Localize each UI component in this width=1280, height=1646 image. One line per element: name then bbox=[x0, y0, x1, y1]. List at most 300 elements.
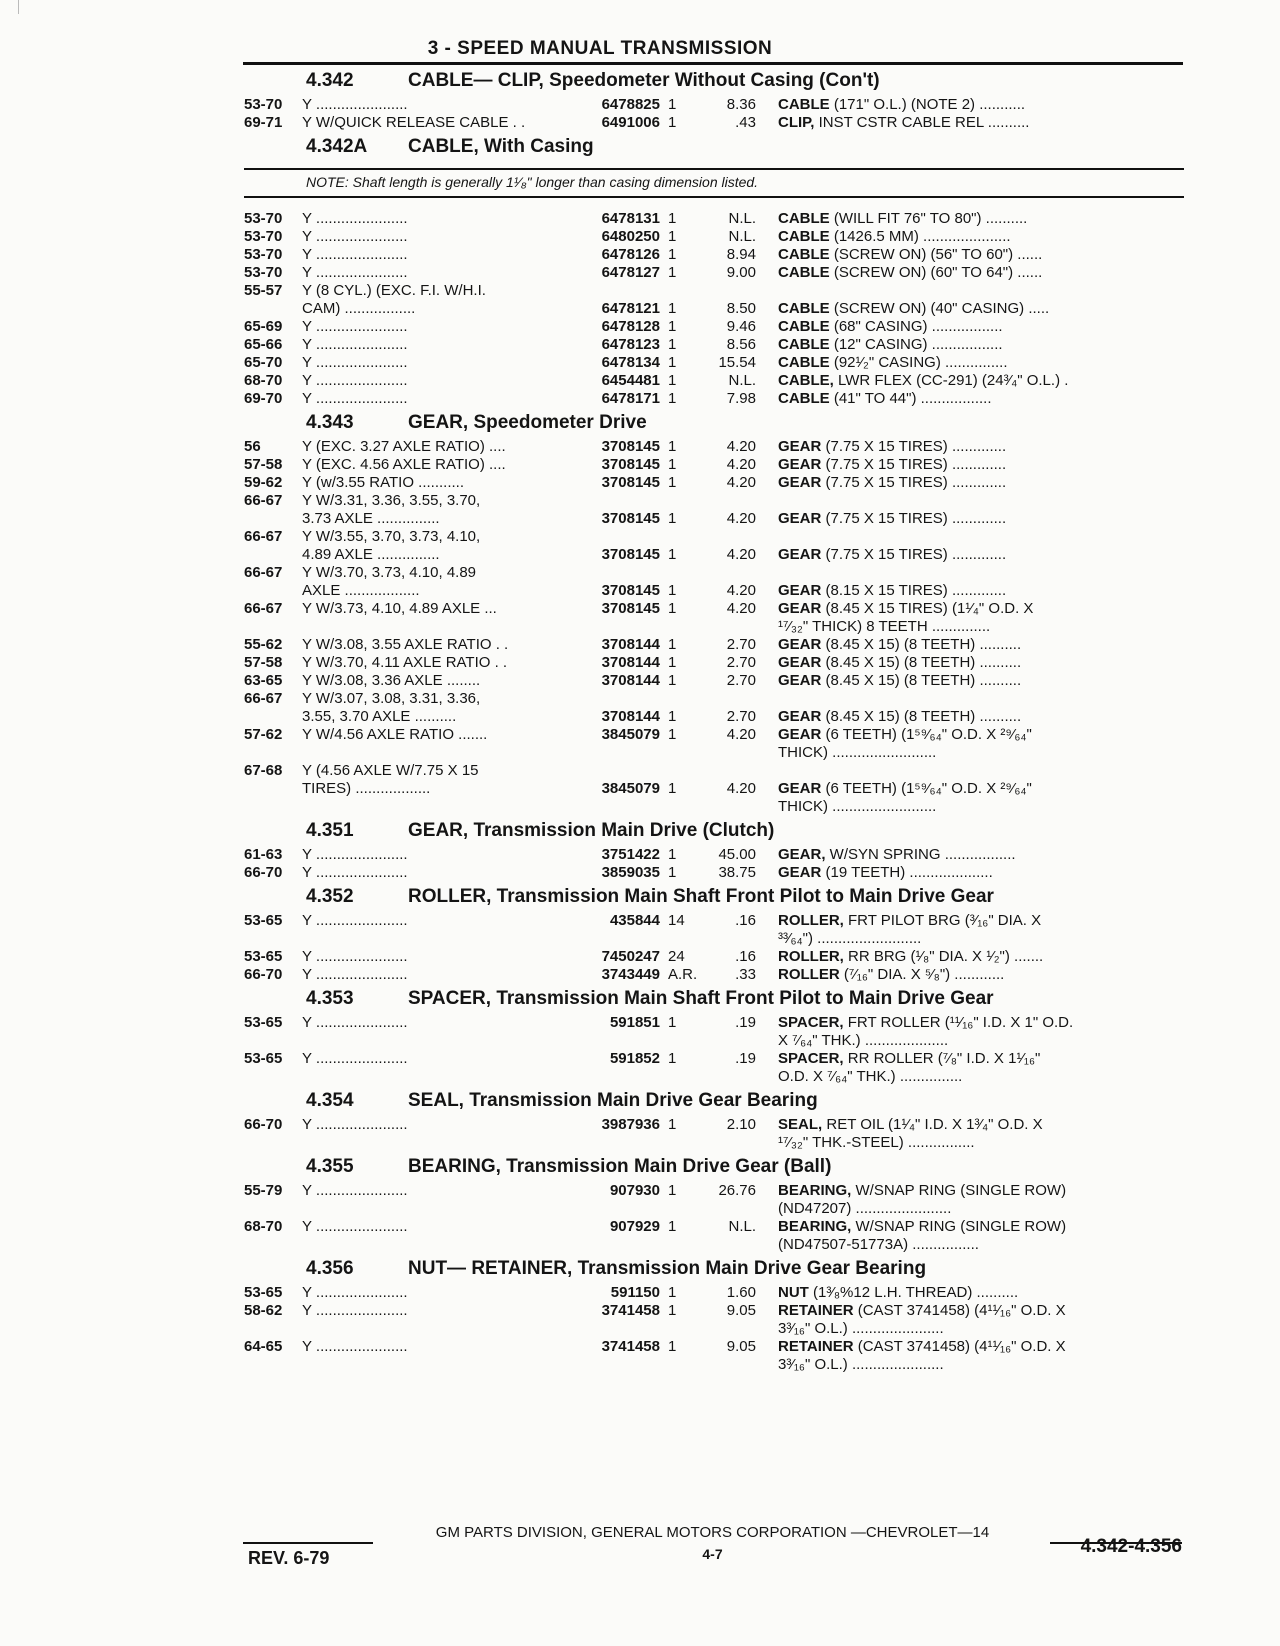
price bbox=[696, 528, 756, 546]
part-detail: X ⁷⁄₆₄" THK.) .................... bbox=[778, 1032, 949, 1049]
price: N.L. bbox=[728, 228, 756, 245]
price bbox=[696, 564, 756, 582]
part-detail: (SCREW ON) (60" TO 64") ...... bbox=[829, 264, 1043, 281]
quantity bbox=[660, 690, 696, 708]
part-description bbox=[756, 1284, 1138, 1302]
part-number: 7450247 bbox=[601, 948, 660, 965]
price: .19 bbox=[735, 1014, 756, 1031]
part-description bbox=[756, 726, 1138, 744]
price: .16 bbox=[735, 948, 756, 965]
price: 1.60 bbox=[726, 1284, 756, 1301]
price bbox=[696, 690, 756, 708]
part-number bbox=[582, 1032, 660, 1050]
section-title: SEAL, Transmission Main Drive Gear Bearing bbox=[408, 1090, 818, 1111]
quantity: 1 bbox=[668, 1302, 677, 1319]
parts-row bbox=[244, 1068, 1184, 1086]
price: 4.20 bbox=[726, 474, 756, 491]
price bbox=[696, 1320, 756, 1338]
price: 15.54 bbox=[718, 354, 756, 371]
quantity bbox=[660, 1236, 696, 1254]
section-title: CABLE, With Casing bbox=[408, 136, 594, 157]
parts-row bbox=[244, 300, 1184, 318]
quantity bbox=[660, 762, 696, 780]
application-description: Y ...................... bbox=[302, 372, 408, 389]
application-description: TIRES) .................. bbox=[302, 780, 431, 797]
part-description bbox=[756, 912, 1138, 930]
parts-row bbox=[244, 528, 1184, 546]
part-detail: (19 TEETH) .................... bbox=[821, 864, 993, 881]
price: 9.00 bbox=[726, 264, 756, 281]
part-number: 3708145 bbox=[601, 438, 660, 455]
model-years bbox=[244, 1236, 302, 1254]
quantity: 1 bbox=[668, 372, 677, 389]
part-number: 3741458 bbox=[601, 1302, 660, 1319]
quantity: 1 bbox=[668, 846, 677, 863]
part-number: 3845079 bbox=[601, 726, 660, 743]
quantity: 1 bbox=[668, 1116, 677, 1133]
model-years: 65-69 bbox=[244, 318, 283, 335]
part-number: 3743449 bbox=[601, 966, 660, 983]
page-title: 3 - SPEED MANUAL TRANSMISSION bbox=[427, 38, 773, 59]
part-detail: W/SNAP RING (SINGLE ROW) bbox=[851, 1182, 1067, 1199]
part-description bbox=[756, 1320, 1138, 1338]
parts-row bbox=[244, 966, 1184, 984]
part-detail: ¹⁷⁄₃₂" THK.-STEEL) ................ bbox=[778, 1134, 975, 1151]
quantity: 24 bbox=[668, 948, 685, 965]
part-detail: FRT PILOT BRG (³⁄₁₆" DIA. X bbox=[843, 912, 1042, 929]
quantity bbox=[660, 798, 696, 816]
footer-publisher: GM PARTS DIVISION, GENERAL MOTORS CORPORATION —CHEVROLET—14 bbox=[435, 1524, 990, 1541]
application-description bbox=[302, 1068, 582, 1086]
application-description: Y ...................... bbox=[302, 1014, 408, 1031]
part-number: 6478121 bbox=[601, 300, 660, 317]
quantity: 1 bbox=[668, 582, 677, 599]
part-detail: (8.45 X 15) (8 TEETH) .......... bbox=[821, 708, 1022, 725]
part-detail: THICK) ......................... bbox=[778, 798, 937, 815]
application-description: Y ...................... bbox=[302, 390, 408, 407]
quantity: 1 bbox=[668, 654, 677, 671]
part-number bbox=[582, 492, 660, 510]
part-name: CLIP, bbox=[778, 114, 815, 131]
part-number bbox=[582, 618, 660, 636]
section-number: 4.356 bbox=[306, 1258, 354, 1279]
model-years: 68-70 bbox=[244, 372, 283, 389]
part-number bbox=[582, 1068, 660, 1086]
model-years: 53-70 bbox=[244, 96, 283, 113]
parts-row bbox=[244, 1134, 1184, 1152]
parts-row bbox=[244, 930, 1184, 948]
parts-row bbox=[244, 114, 1184, 132]
part-description bbox=[756, 762, 1138, 780]
quantity: 1 bbox=[668, 1218, 677, 1235]
part-number: 3859035 bbox=[601, 864, 660, 881]
section-title: GEAR, Transmission Main Drive (Clutch) bbox=[408, 820, 775, 841]
quantity: 1 bbox=[668, 354, 677, 371]
price: 4.20 bbox=[726, 600, 756, 617]
application-description: Y W/3.07, 3.08, 3.31, 3.36, bbox=[302, 690, 481, 707]
part-name: CABLE bbox=[778, 264, 830, 281]
part-description bbox=[756, 354, 1138, 372]
part-name: NUT bbox=[778, 1284, 809, 1301]
application-description: Y ...................... bbox=[302, 966, 408, 983]
part-description bbox=[756, 456, 1138, 474]
application-description: Y ...................... bbox=[302, 912, 408, 929]
parts-row bbox=[244, 690, 1184, 708]
model-years bbox=[244, 708, 302, 726]
part-description bbox=[756, 1032, 1138, 1050]
part-name: CABLE bbox=[778, 228, 830, 245]
model-years: 68-70 bbox=[244, 1218, 283, 1235]
model-years: 55-57 bbox=[244, 282, 283, 299]
application-description: Y (4.56 AXLE W/7.75 X 15 bbox=[302, 762, 479, 779]
section-number: 4.342 bbox=[306, 70, 354, 91]
model-years bbox=[244, 930, 302, 948]
part-name: GEAR, bbox=[778, 846, 826, 863]
application-description: Y (EXC. 3.27 AXLE RATIO) .... bbox=[302, 438, 506, 455]
part-number: 6478127 bbox=[601, 264, 660, 281]
quantity: 1 bbox=[668, 390, 677, 407]
part-name: RETAINER bbox=[778, 1338, 854, 1355]
price: 2.70 bbox=[726, 654, 756, 671]
price: .19 bbox=[735, 1050, 756, 1067]
part-number: 3708144 bbox=[601, 654, 660, 671]
application-description: Y ...................... bbox=[302, 96, 408, 113]
model-years bbox=[244, 1320, 302, 1338]
application-description bbox=[302, 1356, 582, 1374]
part-detail: (SCREW ON) (56" TO 60") ...... bbox=[829, 246, 1043, 263]
model-years: 57-58 bbox=[244, 654, 283, 671]
parts-row bbox=[244, 438, 1184, 456]
price bbox=[696, 282, 756, 300]
application-description: 3.73 AXLE ............... bbox=[302, 510, 440, 527]
section-title: CABLE— CLIP, Speedometer Without Casing (Con't) bbox=[408, 70, 880, 91]
application-description: Y ...................... bbox=[302, 846, 408, 863]
quantity: 1 bbox=[668, 210, 677, 227]
part-description bbox=[756, 282, 1138, 300]
parts-row bbox=[244, 318, 1184, 336]
parts-row bbox=[244, 564, 1184, 582]
quantity: 1 bbox=[668, 1014, 677, 1031]
parts-row bbox=[244, 1032, 1184, 1050]
parts-row bbox=[244, 798, 1184, 816]
part-number: 6478171 bbox=[601, 390, 660, 407]
part-number: 3708145 bbox=[601, 546, 660, 563]
section-number: 4.354 bbox=[306, 1090, 354, 1111]
part-number: 3708145 bbox=[601, 474, 660, 491]
application-description bbox=[302, 930, 582, 948]
part-name: GEAR bbox=[778, 708, 822, 725]
part-detail: RR BRG (¹⁄₈" DIA. X ¹⁄₂") ....... bbox=[843, 948, 1044, 965]
quantity: 1 bbox=[668, 96, 677, 113]
parts-row bbox=[244, 672, 1184, 690]
part-number: 591852 bbox=[609, 1050, 660, 1067]
model-years: 55-62 bbox=[244, 636, 283, 653]
part-detail: (7.75 X 15 TIRES) ............. bbox=[821, 546, 1007, 563]
section-note: NOTE: Shaft length is generally 1¹⁄₈" longer than casing dimension listed. bbox=[244, 168, 1184, 198]
part-name: SPACER, bbox=[778, 1014, 844, 1031]
application-description: Y W/3.31, 3.36, 3.55, 3.70, bbox=[302, 492, 481, 509]
quantity: 14 bbox=[668, 912, 685, 929]
price: N.L. bbox=[728, 1218, 756, 1235]
part-name: GEAR bbox=[778, 582, 822, 599]
model-years: 57-58 bbox=[244, 456, 283, 473]
part-name: GEAR bbox=[778, 726, 822, 743]
part-number bbox=[582, 1356, 660, 1374]
application-description: Y W/3.08, 3.36 AXLE ........ bbox=[302, 672, 481, 689]
price bbox=[696, 1134, 756, 1152]
part-number: 591150 bbox=[610, 1284, 660, 1301]
part-name: BEARING, bbox=[778, 1218, 852, 1235]
part-number: 3708144 bbox=[601, 636, 660, 653]
part-number: 6491006 bbox=[601, 114, 660, 131]
quantity bbox=[660, 1320, 696, 1338]
parts-row bbox=[244, 1200, 1184, 1218]
part-name: ROLLER, bbox=[778, 948, 844, 965]
application-description bbox=[302, 1320, 582, 1338]
model-years: 53-70 bbox=[244, 228, 283, 245]
part-name: SPACER, bbox=[778, 1050, 844, 1067]
application-description: Y W/3.70, 4.11 AXLE RATIO . . bbox=[302, 654, 508, 671]
model-years bbox=[244, 582, 302, 600]
application-description: Y ...................... bbox=[302, 246, 408, 263]
parts-row bbox=[244, 1218, 1184, 1236]
part-detail: W/SNAP RING (SINGLE ROW) bbox=[851, 1218, 1067, 1235]
parts-row bbox=[244, 618, 1184, 636]
part-description bbox=[756, 246, 1138, 264]
part-number: 3708145 bbox=[601, 456, 660, 473]
part-description bbox=[756, 1218, 1138, 1236]
parts-row bbox=[244, 582, 1184, 600]
part-detail: (92¹⁄₂" CASING) ............... bbox=[829, 354, 1008, 371]
part-number bbox=[582, 564, 660, 582]
parts-row bbox=[244, 228, 1184, 246]
part-description bbox=[756, 1236, 1138, 1254]
application-description: Y ...................... bbox=[302, 210, 408, 227]
model-years: 53-65 bbox=[244, 1050, 283, 1067]
parts-row bbox=[244, 354, 1184, 372]
part-description bbox=[756, 1134, 1138, 1152]
parts-row bbox=[244, 654, 1184, 672]
price: 8.36 bbox=[726, 96, 756, 113]
part-number bbox=[582, 1320, 660, 1338]
application-description bbox=[302, 1200, 582, 1218]
part-detail: 3³⁄₁₆" O.L.) ...................... bbox=[778, 1320, 944, 1337]
application-description: Y (EXC. 4.56 AXLE RATIO) .... bbox=[302, 456, 506, 473]
part-description bbox=[756, 1338, 1138, 1356]
model-years: 58-62 bbox=[244, 1302, 283, 1319]
quantity: 1 bbox=[668, 264, 677, 281]
part-detail: ¹⁷⁄₃₂" THICK) 8 TEETH .............. bbox=[778, 618, 991, 635]
section-heading bbox=[244, 816, 1184, 846]
part-detail: RR ROLLER (⁷⁄₈" I.D. X 1¹⁄₁₆" bbox=[843, 1050, 1041, 1067]
section-number: 4.352 bbox=[306, 886, 354, 907]
model-years: 53-70 bbox=[244, 264, 283, 281]
parts-row bbox=[244, 1182, 1184, 1200]
model-years: 66-70 bbox=[244, 966, 283, 983]
part-number: 6478131 bbox=[601, 210, 660, 227]
part-description bbox=[756, 672, 1138, 690]
part-name: BEARING, bbox=[778, 1182, 852, 1199]
model-years bbox=[244, 1134, 302, 1152]
price: 8.94 bbox=[726, 246, 756, 263]
part-description bbox=[756, 1200, 1138, 1218]
part-detail: (SCREW ON) (40" CASING) ..... bbox=[829, 300, 1050, 317]
part-description bbox=[756, 528, 1138, 546]
part-description bbox=[756, 300, 1138, 318]
part-name: GEAR bbox=[778, 474, 822, 491]
parts-row bbox=[244, 456, 1184, 474]
model-years: 69-70 bbox=[244, 390, 283, 407]
model-years: 53-65 bbox=[244, 948, 283, 965]
quantity: 1 bbox=[668, 114, 677, 131]
quantity bbox=[660, 1356, 696, 1374]
price: .33 bbox=[735, 966, 756, 983]
quantity: 1 bbox=[668, 336, 677, 353]
part-name: GEAR bbox=[778, 780, 822, 797]
part-name: GEAR bbox=[778, 438, 822, 455]
parts-row bbox=[244, 1116, 1184, 1134]
part-name: RETAINER bbox=[778, 1302, 854, 1319]
model-years: 61-63 bbox=[244, 846, 283, 863]
footer-rule-left bbox=[243, 1542, 373, 1544]
model-years bbox=[244, 1200, 302, 1218]
price: 2.70 bbox=[726, 672, 756, 689]
section-title: GEAR, Speedometer Drive bbox=[408, 412, 647, 433]
price bbox=[696, 1236, 756, 1254]
parts-row bbox=[244, 372, 1184, 390]
part-description bbox=[756, 1116, 1138, 1134]
part-number bbox=[582, 1200, 660, 1218]
price bbox=[696, 492, 756, 510]
section-title: BEARING, Transmission Main Drive Gear (Ball) bbox=[408, 1156, 832, 1177]
section-heading bbox=[244, 408, 1184, 438]
application-description: Y W/3.73, 4.10, 4.89 AXLE ... bbox=[302, 600, 497, 617]
page-margin-mark bbox=[18, 0, 19, 14]
part-detail: (6 TEETH) (1⁵⁹⁄₆₄" O.D. X ²⁹⁄₆₄" bbox=[821, 726, 1032, 743]
part-detail: (41" TO 44") ................. bbox=[829, 390, 992, 407]
parts-row bbox=[244, 474, 1184, 492]
part-description bbox=[756, 966, 1138, 984]
model-years bbox=[244, 780, 302, 798]
price: .16 bbox=[735, 912, 756, 929]
quantity: 1 bbox=[668, 318, 677, 335]
parts-row bbox=[244, 336, 1184, 354]
parts-row bbox=[244, 708, 1184, 726]
parts-row bbox=[244, 510, 1184, 528]
part-detail: (68" CASING) ................. bbox=[829, 318, 1003, 335]
part-detail: (1³⁄₈%12 L.H. THREAD) .......... bbox=[808, 1284, 1019, 1301]
part-name: GEAR bbox=[778, 600, 822, 617]
section-heading bbox=[244, 1152, 1184, 1182]
part-name: CABLE bbox=[778, 318, 830, 335]
parts-row bbox=[244, 948, 1184, 966]
parts-row bbox=[244, 1050, 1184, 1068]
footer-revision: REV. 6-79 bbox=[248, 1548, 330, 1568]
application-description: Y W/3.55, 3.70, 3.73, 4.10, bbox=[302, 528, 481, 545]
parts-row bbox=[244, 1356, 1184, 1374]
price: 2.70 bbox=[726, 708, 756, 725]
price: 9.05 bbox=[726, 1302, 756, 1319]
model-years: 53-65 bbox=[244, 1014, 283, 1031]
part-number bbox=[582, 762, 660, 780]
part-detail: (6 TEETH) (1⁵⁹⁄₆₄" O.D. X ²⁹⁄₆₄" bbox=[821, 780, 1032, 797]
model-years: 66-67 bbox=[244, 528, 283, 545]
part-detail: (CAST 3741458) (4¹¹⁄₁₆" O.D. X bbox=[853, 1302, 1066, 1319]
part-description bbox=[756, 510, 1138, 528]
section-heading bbox=[244, 984, 1184, 1014]
model-years: 53-70 bbox=[244, 210, 283, 227]
part-detail: (⁷⁄₁₆" DIA. X ⁵⁄₈") ............ bbox=[839, 966, 1005, 983]
quantity bbox=[660, 282, 696, 300]
part-name: CABLE bbox=[778, 96, 830, 113]
parts-row bbox=[244, 1236, 1184, 1254]
quantity: 1 bbox=[668, 510, 677, 527]
parts-row bbox=[244, 912, 1184, 930]
part-detail: (12" CASING) ................. bbox=[829, 336, 1003, 353]
application-description: Y ...................... bbox=[302, 1338, 408, 1355]
price: N.L. bbox=[728, 210, 756, 227]
application-description: Y ...................... bbox=[302, 264, 408, 281]
model-years: 69-71 bbox=[244, 114, 283, 131]
parts-row bbox=[244, 282, 1184, 300]
quantity: 1 bbox=[668, 300, 677, 317]
quantity: 1 bbox=[668, 1182, 677, 1199]
part-detail: (1426.5 MM) ..................... bbox=[829, 228, 1011, 245]
application-description bbox=[302, 1032, 582, 1050]
part-name: ROLLER bbox=[778, 966, 840, 983]
model-years: 66-67 bbox=[244, 690, 283, 707]
part-description bbox=[756, 474, 1138, 492]
part-description bbox=[756, 318, 1138, 336]
part-description bbox=[756, 96, 1138, 114]
quantity: 1 bbox=[668, 600, 677, 617]
model-years: 65-70 bbox=[244, 354, 283, 371]
part-number: 3708145 bbox=[601, 582, 660, 599]
model-years: 55-79 bbox=[244, 1182, 283, 1199]
part-number bbox=[582, 744, 660, 762]
price bbox=[696, 1068, 756, 1086]
part-description bbox=[756, 846, 1138, 864]
price bbox=[696, 618, 756, 636]
price: 4.20 bbox=[726, 546, 756, 563]
parts-row bbox=[244, 744, 1184, 762]
application-description: Y ...................... bbox=[302, 1218, 408, 1235]
parts-row bbox=[244, 492, 1184, 510]
parts-row bbox=[244, 1284, 1184, 1302]
part-number: 6480250 bbox=[601, 228, 660, 245]
quantity bbox=[660, 1068, 696, 1086]
part-description bbox=[756, 564, 1138, 582]
part-number: 6478123 bbox=[601, 336, 660, 353]
note-spacer bbox=[244, 200, 1184, 210]
application-description: Y ...................... bbox=[302, 318, 408, 335]
part-number: 3845079 bbox=[601, 780, 660, 797]
application-description bbox=[302, 1236, 582, 1254]
part-description bbox=[756, 864, 1138, 882]
part-description bbox=[756, 336, 1138, 354]
section-heading bbox=[244, 132, 1184, 162]
parts-row bbox=[244, 1302, 1184, 1320]
parts-row bbox=[244, 846, 1184, 864]
model-years: 57-62 bbox=[244, 726, 283, 743]
quantity: 1 bbox=[668, 672, 677, 689]
application-description: 3.55, 3.70 AXLE .......... bbox=[302, 708, 457, 725]
quantity: 1 bbox=[668, 780, 677, 797]
model-years: 66-67 bbox=[244, 492, 283, 509]
quantity: 1 bbox=[668, 726, 677, 743]
application-description: 4.89 AXLE ............... bbox=[302, 546, 440, 563]
part-name: CABLE bbox=[778, 246, 830, 263]
